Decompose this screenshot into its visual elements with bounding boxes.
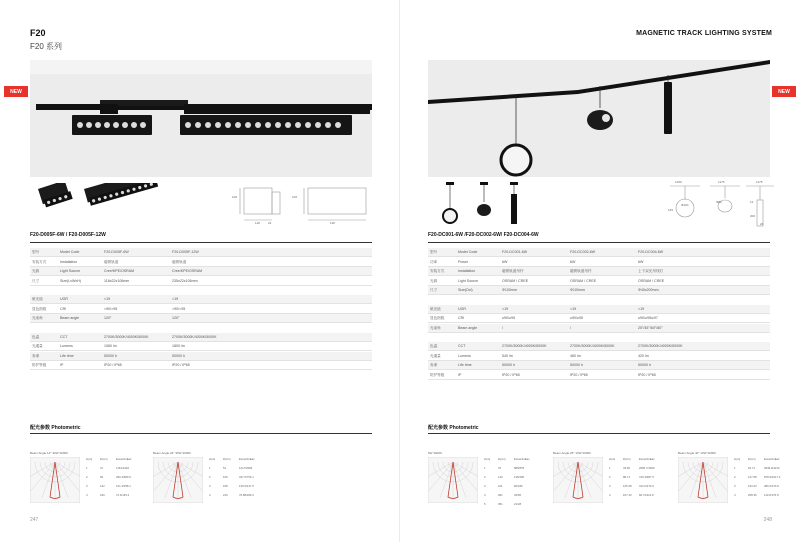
polar-diagram bbox=[30, 457, 80, 503]
right-page bbox=[400, 0, 800, 542]
page-number: 248 bbox=[763, 517, 772, 523]
photometric-caption: 6W 3000K bbox=[428, 451, 443, 455]
illuminance-cell: Emax/lx/Eav bbox=[116, 457, 132, 461]
spec-cell-en: Lumens bbox=[60, 344, 73, 348]
illuminance-cell: 4 bbox=[734, 493, 736, 497]
spec-cell-v1: 50000 h bbox=[104, 353, 117, 358]
product-thumbnails bbox=[436, 180, 546, 230]
illuminance-cell: 286.6/374.8 bbox=[764, 484, 779, 488]
pendant-lights-illustration bbox=[428, 60, 770, 177]
new-badge: NEW bbox=[4, 86, 28, 97]
illuminance-cell: 76.88/189.4 bbox=[239, 493, 254, 497]
illuminance-cell: 2955.7/3940 bbox=[639, 466, 655, 470]
spec-row bbox=[30, 361, 372, 370]
dim-label: 1175 bbox=[756, 180, 763, 184]
dim-label: 1250 bbox=[675, 180, 682, 184]
photometric-caption: Beam Angle 12° 30W 3000K bbox=[30, 451, 69, 455]
spec-cell-cn: 防护等级 bbox=[430, 372, 445, 377]
spec-cell-v2: OSRAM / CREE bbox=[570, 278, 597, 283]
illuminance-cell: 47 bbox=[100, 466, 104, 470]
spec-cell-en: Light Source bbox=[60, 269, 81, 273]
illuminance-cell: 193.23 bbox=[748, 484, 757, 488]
spec-cell-en: Beam angle bbox=[60, 316, 80, 320]
spec-cell-cn: 光通量 bbox=[430, 353, 441, 358]
spec-cell-v2: F20-DC002-6W bbox=[570, 250, 596, 254]
dim-label: 22 bbox=[268, 221, 272, 225]
illuminance-cell: 136.6/317.5 bbox=[239, 484, 254, 488]
spec-cell-en: Size(LxWxH) bbox=[60, 278, 81, 283]
illuminance-cell: D(cm) bbox=[623, 457, 631, 461]
illuminance-cell: H(m) bbox=[484, 457, 491, 461]
spec-cell-v2: Cree/KPE/OSRAM bbox=[172, 269, 203, 273]
spec-cell-v2: 480 lm bbox=[570, 353, 581, 358]
illuminance-cell: 1 bbox=[609, 466, 611, 470]
illuminance-cell: D(cm) bbox=[223, 457, 231, 461]
spec-cell-v2: <19 bbox=[570, 306, 577, 311]
spec-row bbox=[428, 324, 770, 333]
spec-cell-cn: 光通量 bbox=[32, 344, 43, 348]
illuminance-cell: 1161/2322 bbox=[116, 466, 130, 470]
illuminance-cell: 219 bbox=[223, 493, 228, 497]
spec-cell-cn: 型号 bbox=[32, 250, 40, 254]
dimension-drawing bbox=[650, 182, 778, 230]
illuminance-cell: 64.71 bbox=[748, 466, 755, 470]
spec-cell-v1: <19 bbox=[502, 306, 509, 311]
dim-label: 118 bbox=[255, 221, 260, 225]
illuminance-cell: 312.0/374.6 bbox=[639, 484, 654, 488]
spec-cell-en: Installation bbox=[458, 269, 476, 273]
series-subtitle: F20 系列 bbox=[30, 42, 63, 51]
illuminance-cell: 2 bbox=[734, 475, 736, 479]
spec-cell-en: IP bbox=[458, 372, 462, 377]
spec-cell-cn: 寿命 bbox=[32, 353, 40, 358]
spec-cell-v2: IP20 / IP65 bbox=[570, 372, 588, 377]
spec-cell-v2: 1800 lm bbox=[172, 344, 185, 348]
spec-cell-v1: F20-DC001-6W bbox=[502, 250, 528, 254]
spec-cell-v1: IP20 / IP65 bbox=[104, 363, 122, 367]
photometric-title: 配光参数 Photometric bbox=[30, 425, 81, 431]
page-number: 247 bbox=[30, 517, 39, 523]
illuminance-row bbox=[484, 500, 544, 509]
spec-cell-v3: 420 lm bbox=[638, 353, 649, 358]
illuminance-cell: 127.68 bbox=[748, 475, 757, 479]
spec-row bbox=[30, 267, 372, 276]
spec-cell-v2: 2700K/3000K/4000K/5000K bbox=[172, 334, 217, 339]
illuminance-cell: 93 bbox=[100, 475, 104, 479]
spec-cell-v1: 磁吸轨道吊杆 bbox=[502, 269, 524, 273]
spec-cell-cn: 安装方式 bbox=[430, 269, 445, 273]
spec-cell-v2: 磁吸轨道 bbox=[172, 259, 187, 264]
illuminance-cell: Emax/lx/Eav bbox=[764, 457, 780, 461]
spec-cell-v2: Φ100mm bbox=[570, 288, 585, 292]
illuminance-header bbox=[484, 455, 544, 464]
illuminance-cell: 167.43 bbox=[623, 493, 632, 497]
illuminance-cell: 140 bbox=[498, 475, 503, 479]
illuminance-cell: 3949.9/4212 bbox=[764, 466, 780, 470]
dim-label: 145 bbox=[668, 208, 674, 212]
spec-cell-v1: ≥90/≥95 bbox=[502, 316, 515, 320]
spec-cell-v2: / bbox=[570, 325, 571, 330]
spec-cell-en: Lumens bbox=[458, 353, 471, 358]
catalog-header-title: MAGNETIC TRACK LIGHTING SYSTEM bbox=[636, 30, 772, 37]
product-hero-photo bbox=[428, 60, 770, 177]
spec-cell-v3: 50000 h bbox=[638, 363, 651, 367]
illuminance-cell: 2 bbox=[484, 475, 486, 479]
illuminance-table bbox=[734, 455, 794, 500]
illuminance-cell: 88.71 bbox=[623, 475, 630, 479]
illuminance-cell: 2 bbox=[86, 475, 88, 479]
spec-cell-v1: >90/>95 bbox=[104, 306, 118, 311]
spec-cell-v2: 磁吸轨道吊杆 bbox=[570, 269, 592, 273]
illuminance-row bbox=[86, 473, 146, 482]
spec-cell-v2: 120° bbox=[172, 316, 180, 320]
spec-cell-v2: 235x22x106mm bbox=[172, 278, 198, 283]
spec-cell-v3: 25°/45°/60°/80° bbox=[638, 325, 663, 330]
illuminance-cell: 4 bbox=[209, 493, 211, 497]
illuminance-cell: 1 bbox=[734, 466, 736, 470]
spec-cell-en: Light Source bbox=[458, 278, 479, 283]
spec-cell-v2: <19 bbox=[172, 297, 179, 301]
illuminance-cell: 1 bbox=[86, 466, 88, 470]
spec-cell-cn: 光源 bbox=[430, 278, 438, 283]
dim-label: Φ100 bbox=[681, 203, 689, 207]
spec-cell-v2: 2700K/3000K/4000K/5000K bbox=[570, 344, 615, 348]
spec-cell-v1: 磁吸轨道 bbox=[104, 259, 119, 264]
photometric-title: 配光参数 Photometric bbox=[428, 425, 479, 431]
spec-cell-v1: 540 lm bbox=[502, 353, 513, 358]
illuminance-header bbox=[86, 455, 146, 464]
illuminance-cell: 72.6/145.2 bbox=[116, 493, 130, 497]
spec-cell-en: Power bbox=[458, 259, 469, 264]
spec-cell-cn: 光源 bbox=[32, 269, 40, 273]
spec-cell-cn: 寿命 bbox=[430, 363, 438, 367]
illuminance-cell: 3 bbox=[609, 484, 611, 488]
illuminance-cell: 351 bbox=[498, 502, 503, 506]
illuminance-cell: 878.9/1017.3 bbox=[764, 475, 781, 479]
spec-cell-en: Model Code bbox=[60, 250, 80, 254]
spec-cell-v3: F20-DC004-6W bbox=[638, 250, 664, 254]
illuminance-cell: 190 bbox=[100, 493, 105, 497]
spec-row bbox=[30, 295, 372, 304]
spec-row bbox=[30, 248, 372, 257]
spec-row bbox=[428, 305, 770, 314]
illuminance-cell: Emax/lx/Eav bbox=[514, 457, 530, 461]
model-title: F20-D005F-6W / F20-D005F-12W bbox=[30, 232, 106, 238]
illuminance-cell: 290.4/580.5 bbox=[116, 475, 131, 479]
illuminance-table bbox=[484, 455, 544, 509]
dim-label: 200 bbox=[750, 214, 756, 218]
illuminance-cell: H(m) bbox=[86, 457, 93, 461]
spec-cell-en: CRI bbox=[60, 306, 67, 311]
title-rule bbox=[30, 242, 372, 243]
photometric-caption: Beam Angle 24° 30W 3000K bbox=[153, 451, 192, 455]
spec-cell-v1: 120° bbox=[104, 316, 112, 320]
spec-cell-v3: OSRAM / CREE bbox=[638, 278, 665, 283]
illuminance-row bbox=[484, 491, 544, 500]
dim-label: 1175 bbox=[718, 180, 725, 184]
spec-cell-en: CCT bbox=[458, 344, 466, 348]
product-hero-photo bbox=[30, 60, 372, 177]
illuminance-header bbox=[209, 455, 269, 464]
illuminance-cell: 5 bbox=[484, 502, 486, 506]
illuminance-cell: 740.3/987.5 bbox=[639, 475, 654, 479]
dim-label: 12 bbox=[750, 200, 754, 204]
spec-cell-v2: IP20 / IP65 bbox=[172, 363, 190, 367]
spec-cell-cn: 型号 bbox=[430, 250, 438, 254]
illuminance-cell: 125.28 bbox=[623, 484, 632, 488]
spec-cell-v1: F20-D005F-6W bbox=[104, 250, 129, 254]
spec-cell-cn: 显色指数 bbox=[32, 306, 47, 311]
spec-cell-v3: 6W bbox=[638, 259, 644, 264]
spec-cell-cn: 防护等级 bbox=[32, 363, 47, 367]
photometric-caption: Beam Angle 40° 10W 3000K bbox=[678, 451, 717, 455]
illuminance-row bbox=[734, 473, 794, 482]
photometric-caption: Beam Angle 25° 10W 3000K bbox=[553, 451, 592, 455]
spec-cell-cn: 光束角 bbox=[32, 316, 43, 320]
illuminance-row bbox=[609, 491, 669, 500]
spec-cell-v2: ≥90/≥95 bbox=[570, 316, 583, 320]
spec-cell-cn: 色温 bbox=[430, 344, 438, 348]
illuminance-cell: H(m) bbox=[609, 457, 616, 461]
dim-label: 20 bbox=[760, 222, 764, 226]
illuminance-cell: 4 bbox=[86, 493, 88, 497]
dim-label: Φ80 bbox=[716, 200, 722, 204]
illuminance-cell: 1217/2956 bbox=[239, 466, 253, 470]
illuminance-cell: 90/180 bbox=[514, 484, 523, 488]
spec-cell-cn: 尺寸 bbox=[32, 278, 40, 283]
spec-cell-v1: OSRAM / CREE bbox=[502, 278, 529, 283]
illuminance-cell: 70 bbox=[498, 466, 502, 470]
illuminance-header bbox=[734, 455, 794, 464]
spec-row bbox=[428, 314, 770, 323]
illuminance-cell: 281 bbox=[498, 493, 503, 497]
illuminance-cell: 4 bbox=[609, 493, 611, 497]
illuminance-cell: 586/878 bbox=[514, 466, 525, 470]
illuminance-table bbox=[209, 455, 269, 500]
spec-cell-v3: Φ40x200mm bbox=[638, 288, 659, 292]
illuminance-row bbox=[609, 482, 669, 491]
illuminance-cell: 33/56 bbox=[514, 493, 521, 497]
spec-cell-v1: 2700K/3000K/4000K/5000K bbox=[104, 334, 149, 339]
spec-cell-en: IP bbox=[60, 363, 64, 367]
spec-cell-v3: 上下双光吊线灯 bbox=[638, 269, 664, 273]
illuminance-row bbox=[734, 464, 794, 473]
illuminance-cell: Emax/lx/Eav bbox=[639, 457, 655, 461]
spec-cell-v2: >90/>95 bbox=[172, 306, 186, 311]
spec-cell-v3: <19 bbox=[638, 306, 645, 311]
spec-cell-cn: 眩光值 bbox=[430, 306, 441, 311]
spec-cell-cn: 显色指数 bbox=[430, 316, 445, 320]
illuminance-row bbox=[484, 473, 544, 482]
spec-row bbox=[30, 258, 372, 267]
illuminance-row bbox=[609, 473, 669, 482]
illuminance-row bbox=[86, 464, 146, 473]
polar-diagram bbox=[553, 457, 603, 503]
spec-cell-en: Installation bbox=[60, 259, 78, 264]
spec-cell-en: CRI bbox=[458, 316, 465, 320]
spec-cell-en: Beam angle bbox=[458, 325, 478, 330]
spec-cell-cn: 眩光值 bbox=[32, 297, 43, 301]
illuminance-cell: 105 bbox=[223, 475, 228, 479]
illuminance-cell: D(cm) bbox=[498, 457, 506, 461]
spec-cell-v2: 50000 h bbox=[570, 363, 583, 367]
spec-row bbox=[30, 342, 372, 351]
spec-cell-v1: Φ100mm bbox=[502, 288, 517, 292]
dim-label: 118 bbox=[330, 221, 335, 225]
spec-cell-cn: 安装方式 bbox=[32, 259, 47, 264]
spec-cell-en: CCT bbox=[60, 334, 68, 339]
spec-row bbox=[30, 352, 372, 361]
spec-row bbox=[30, 277, 372, 286]
spec-cell-v1: 50000 h bbox=[502, 363, 515, 367]
spec-cell-v2: 6W bbox=[570, 259, 576, 264]
polar-diagram bbox=[428, 457, 478, 503]
illuminance-row bbox=[734, 482, 794, 491]
spec-cell-v1: / bbox=[502, 325, 503, 330]
illuminance-cell: 3 bbox=[734, 484, 736, 488]
illuminance-cell: 1 bbox=[209, 466, 211, 470]
illuminance-cell: 142 bbox=[100, 484, 105, 488]
dim-label: 106 bbox=[232, 195, 238, 199]
spec-cell-v1: 2700K/3000K/4000K/5000K bbox=[502, 344, 547, 348]
photometric-rule bbox=[428, 433, 770, 434]
illuminance-cell: 347.6/754.1 bbox=[239, 475, 254, 479]
photometric-rule bbox=[30, 433, 372, 434]
spec-cell-en: Model Code bbox=[458, 250, 478, 254]
dim-label: 106 bbox=[292, 195, 298, 199]
spec-row bbox=[30, 314, 372, 323]
illuminance-cell: 51 bbox=[223, 466, 227, 470]
illuminance-cell: 82.72/113.8 bbox=[639, 493, 654, 497]
new-badge: NEW bbox=[772, 86, 796, 97]
spec-cell-cn: 尺寸 bbox=[430, 288, 438, 292]
illuminance-table bbox=[86, 455, 146, 500]
spec-row bbox=[428, 258, 770, 267]
illuminance-cell: 1 bbox=[484, 466, 486, 470]
polar-diagram bbox=[678, 457, 728, 503]
spec-cell-v1: IP20 / IP65 bbox=[502, 372, 520, 377]
spec-cell-v3: 2700K/3000K/4000K/5000K bbox=[638, 344, 683, 348]
illuminance-row bbox=[609, 464, 669, 473]
track-light-illustration bbox=[30, 60, 372, 177]
polar-diagram bbox=[153, 457, 203, 503]
illuminance-cell: 3 bbox=[484, 484, 486, 488]
series-code: F20 bbox=[30, 28, 46, 38]
spec-row bbox=[428, 352, 770, 361]
illuminance-row bbox=[734, 491, 794, 500]
illuminance-cell: 43.66 bbox=[623, 466, 630, 470]
spec-cell-v2: 50000 h bbox=[172, 353, 185, 358]
illuminance-row bbox=[209, 464, 269, 473]
illuminance-cell: 21/28 bbox=[514, 502, 521, 506]
illuminance-cell: 258.35 bbox=[748, 493, 757, 497]
model-title: F20-DC001-6W /F20-DC002-6W/ F20-DC004-6W bbox=[428, 232, 539, 238]
spec-row bbox=[428, 371, 770, 380]
illuminance-row bbox=[484, 482, 544, 491]
spec-cell-cn: 光束角 bbox=[430, 325, 441, 330]
illuminance-row bbox=[484, 464, 544, 473]
illuminance-cell: 2 bbox=[209, 475, 211, 479]
spec-cell-v1: 6W bbox=[502, 259, 508, 264]
illuminance-cell: D(cm) bbox=[748, 457, 756, 461]
spec-cell-v2: F20-D005F-12W bbox=[172, 250, 199, 254]
illuminance-cell: 3 bbox=[86, 484, 88, 488]
illuminance-row bbox=[86, 482, 146, 491]
spec-row bbox=[428, 342, 770, 351]
illuminance-cell: 4 bbox=[484, 493, 486, 497]
spec-cell-v3: ≥90/≥95/≥97 bbox=[638, 316, 658, 320]
spec-row bbox=[30, 305, 372, 314]
spec-cell-v1: Cree/KPE/OSRAM bbox=[104, 269, 135, 273]
illuminance-table bbox=[609, 455, 669, 500]
illuminance-row bbox=[209, 491, 269, 500]
illuminance-cell: 158 bbox=[223, 484, 228, 488]
spec-cell-en: Life time bbox=[458, 363, 472, 367]
spec-cell-en: Size(Dxl) bbox=[458, 288, 473, 292]
spec-row bbox=[428, 277, 770, 286]
product-thumbnails bbox=[34, 183, 164, 227]
spec-cell-v1: 118x22x106mm bbox=[104, 278, 130, 283]
dimension-drawing bbox=[222, 182, 372, 228]
spec-row bbox=[428, 286, 770, 295]
illuminance-row bbox=[86, 491, 146, 500]
spec-cell-en: Life time bbox=[60, 353, 74, 358]
illuminance-row bbox=[209, 482, 269, 491]
illuminance-cell: Emax/lx/Eav bbox=[239, 457, 255, 461]
spec-row bbox=[428, 267, 770, 276]
illuminance-cell: 135/296 bbox=[514, 475, 525, 479]
illuminance-cell: 113.8/176.8 bbox=[764, 493, 779, 497]
spec-row bbox=[428, 248, 770, 257]
illuminance-cell: 2 bbox=[609, 475, 611, 479]
illuminance-row bbox=[209, 473, 269, 482]
title-rule bbox=[428, 242, 770, 243]
spec-cell-cn: 功率 bbox=[430, 259, 438, 264]
illuminance-cell: 121.3/258.1 bbox=[116, 484, 131, 488]
spec-cell-v1: 1080 lm bbox=[104, 344, 117, 348]
illuminance-cell: 211 bbox=[498, 484, 503, 488]
spec-row bbox=[428, 361, 770, 370]
spec-cell-en: UGR bbox=[60, 297, 68, 301]
spec-cell-cn: 色温 bbox=[32, 334, 40, 339]
spec-row bbox=[30, 333, 372, 342]
illuminance-cell: H(m) bbox=[734, 457, 741, 461]
spec-cell-v3: IP20 / IP65 bbox=[638, 372, 656, 377]
illuminance-header bbox=[609, 455, 669, 464]
spec-cell-v1: <19 bbox=[104, 297, 111, 301]
illuminance-cell: 3 bbox=[209, 484, 211, 488]
spec-cell-en: UGR bbox=[458, 306, 466, 311]
illuminance-cell: H(m) bbox=[209, 457, 216, 461]
illuminance-cell: D(cm) bbox=[100, 457, 108, 461]
